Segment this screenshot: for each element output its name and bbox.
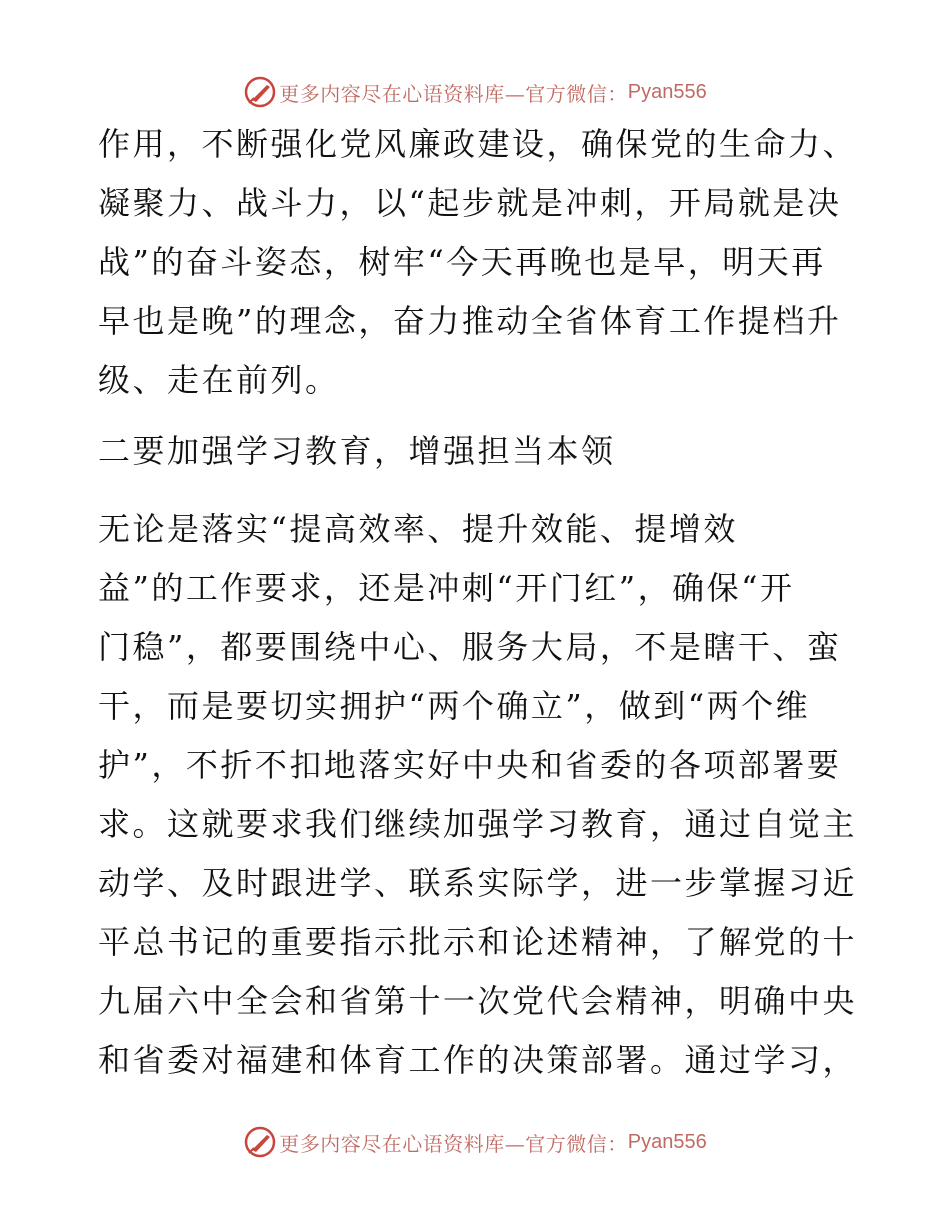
text-line: 门稳”，都要围绕中心、服务大局，不是瞎干、蛮 (98, 628, 842, 666)
text-line: 动学、及时跟进学、联系实际学，进一步掌握习近 (98, 864, 858, 902)
watermark-wechat-id: Pyan556 (627, 80, 707, 103)
text-line: 九届六中全会和省第十一次党代会精神，明确中央 (98, 982, 858, 1020)
paragraph-2 (98, 500, 858, 1090)
text-line: 干，而是要切实拥护“两个确立”，做到“两个维 (98, 687, 811, 725)
text-line: 护”，不折不扣地落实好中央和省委的各项部署要 (98, 746, 842, 784)
paragraph-1 (98, 115, 858, 410)
text-line: 求。这就要求我们继续加强学习教育，通过自觉主 (98, 805, 858, 843)
watermark-text: 更多内容尽在心语资料库—官方微信： (279, 81, 628, 106)
text-line: 益”的工作要求，还是冲刺“开门红”，确保“开 (98, 569, 795, 607)
watermark-wechat-id: Pyan556 (627, 1130, 707, 1153)
text-line: 作用，不断强化党风廉政建设，确保党的生命力、 (98, 125, 858, 163)
section-heading-block (98, 422, 858, 481)
quill-logo-icon (243, 1125, 277, 1159)
text-line: 级、走在前列。 (98, 361, 340, 399)
watermark-text: 更多内容尽在心语资料库—官方微信： (279, 1131, 628, 1156)
text-line: 战”的奋斗姿态，树牢“今天再晚也是早，明天再 (98, 243, 826, 281)
quill-logo-icon (243, 75, 277, 109)
text-line: 和省委对福建和体育工作的决策部署。通过学习， (98, 1041, 858, 1079)
text-line: 平总书记的重要指示批示和论述精神，了解党的十 (98, 923, 858, 961)
section-heading: 二要加强学习教育，增强担当本领 (98, 432, 616, 470)
text-line: 凝聚力、战斗力，以“起步就是冲刺，开局就是决 (98, 184, 842, 222)
watermark-footer (0, 1120, 950, 1164)
text-line: 无论是落实“提高效率、提升效能、提增效 (98, 510, 738, 548)
watermark-header (0, 70, 950, 114)
text-line: 早也是晚”的理念，奋力推动全省体育工作提档升 (98, 302, 842, 340)
